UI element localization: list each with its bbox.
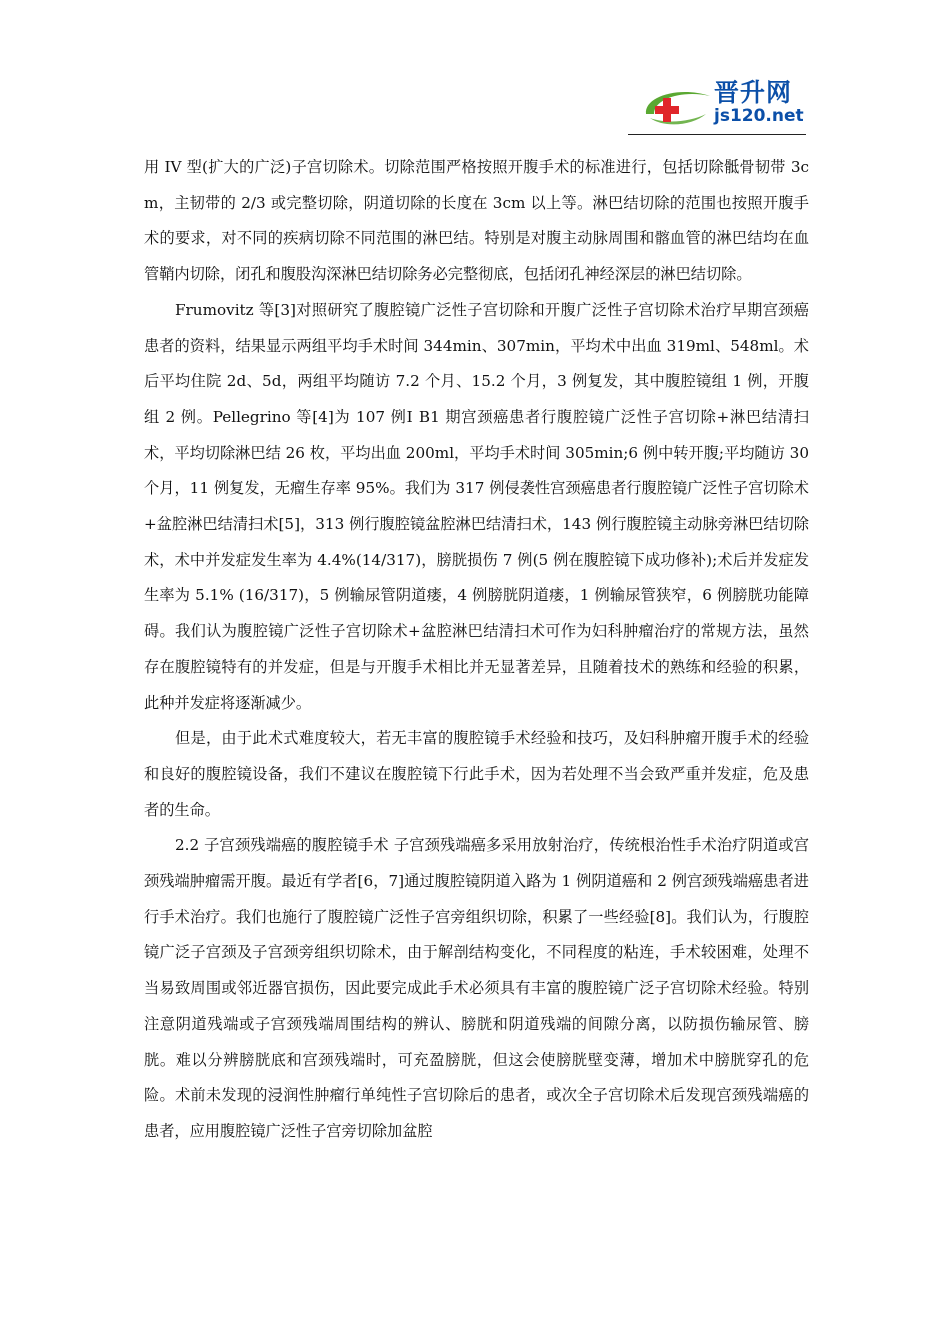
site-logo[interactable] [636,78,806,134]
article-body [144,150,809,1150]
paragraph-3: 但是，由于此术式难度较大，若无丰富的腹腔镜手术经验和技巧，及妇科肿瘤开腹手术的经验和良好的腹腔镜设备，我们不建议在腹腔镜下行此手术，因为若处理不当会致严重并发症，危及患者的生命。 [144,729,809,819]
paragraph-2: Frumovitz 等[3]对照研究了腹腔镜广泛性子宫切除和开腹广泛性子宫切除术治疗早期宫颈癌患者的资料，结果显示两组平均手术时间 344min、307min，平均术中出血 319ml、548ml。术后平均住院 2d、5d，两组平均随访 7.2 个月、15.2 个月，3 例复发，其中腹腔镜组 1 例，开腹组 2 例。Pellegrino 等[4]为 107 例Ⅰ B1 期宫颈癌患者行腹腔镜广泛性子宫切除+淋巴结清扫术，平均切除淋巴结 26 枚，平均出血 200ml，平均手术时间 305min;6 例中转开腹;平均随访 30 个月，11 例复发，无瘤生存率 95%。我们为 317 例侵袭性宫颈癌患者行腹腔镜广泛性子宫切除术+盆腔淋巴结清扫术[5]，313 例行腹腔镜盆腔淋巴结清扫术，143 例行腹腔镜主动脉旁淋巴结切除术，术中并发症发生率为 4.4%(14/317)，膀胱损伤 7 例(5 例在腹腔镜下成功修补);术后并发症发生率为 5.1% (16/317)，5 例输尿管阴道瘘，4 例膀胱阴道瘘，1 例输尿管狭窄，6 例膀胱功能障碍。我们认为腹腔镜广泛性子宫切除术+盆腔淋巴结清扫术可作为妇科肿瘤治疗的常规方法，虽然存在腹腔镜特有的并发症，但是与开腹手术相比并无显著差异，且随着技术的熟练和经验的积累，此种并发症将逐渐减少。 [144,300,809,712]
paragraph-4: 2.2 子宫颈残端癌的腹腔镜手术 子宫颈残端癌多采用放射治疗，传统根治性手术治疗阴道或宫颈残端肿瘤需开腹。最近有学者[6，7]通过腹腔镜阴道入路为 1 例阴道癌和 2 例宫颈残端癌患者进行手术治疗。我们也施行了腹腔镜广泛性子宫旁组织切除，积累了一些经验[8]。我们认为，行腹腔镜广泛子宫颈及子宫颈旁组织切除术，由于解剖结构变化，不同程度的粘连，手术较困难，处理不当易致周围或邻近器官损伤，因此要完成此手术必须具有丰富的腹腔镜广泛子宫切除术经验。特别注意阴道残端或子宫颈残端周围结构的辨认、膀胱和阴道残端的间隙分离，以防损伤输尿管、膀胱。难以分辨膀胱底和宫颈残端时，可充盈膀胱，但这会使膀胱壁变薄，增加术中膀胱穿孔的危险。术前未发现的浸润性肿瘤行单纯性子宫切除后的患者，或次全子宫切除术后发现宫颈残端癌的患者，应用腹腔镜广泛性子宫旁切除加盆腔 [144,836,809,1140]
logo-title: 晋升网 [714,78,793,107]
paragraph-1: 用 IV 型(扩大的广泛)子宫切除术。切除范围严格按照开腹手术的标准进行，包括切除骶骨韧带 3cm，主韧带的 2/3 或完整切除，阴道切除的长度在 3cm 以上等。淋巴结切除的范围也按照开腹手术的要求，对不同的疾病切除不同范围的淋巴结。特别是对腹主动脉周围和髂血管的淋巴结均在血管鞘内切除，闭孔和腹股沟深淋巴结切除务必完整彻底，包括闭孔神经深层的淋巴结切除。 [144,158,809,284]
header-divider [628,134,806,135]
medical-cross-swoosh-icon [640,84,712,128]
logo-domain: js120.net [714,106,804,126]
